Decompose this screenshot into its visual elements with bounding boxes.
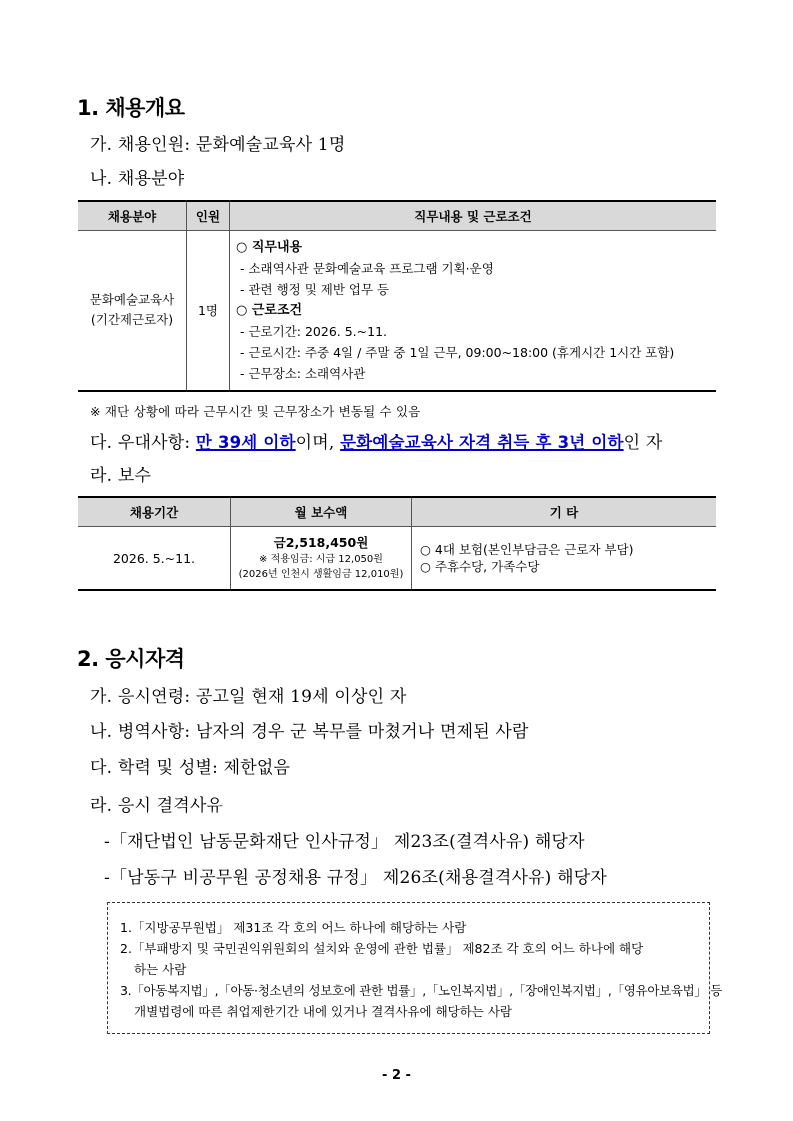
amount-note: ※ 적용임금: 시급 12,050원 [259, 553, 383, 565]
page-number: - 2 - [382, 1068, 411, 1083]
count-cell: 1명 [187, 231, 230, 391]
box-item: 2.「부패방지 및 국민권익위원회의 설치와 운영에 관한 법률」 제82조 각 호의 어느 하나에 해당 [120, 941, 644, 956]
col-header-amount: 월 보수액 [231, 497, 412, 527]
preference-age: 만 39세 이하 [195, 433, 296, 452]
box-item-continued: 개별법령에 따른 취업제한기간 내에 있거나 결격사유에 해당하는 사람 [134, 1004, 512, 1019]
amount-cell [231, 527, 412, 591]
hiring-field-table [78, 200, 716, 392]
etc-item: ○ 주휴수당, 가족수당 [420, 559, 540, 574]
disqualification-box [107, 902, 723, 1034]
hiring-count: 가. 채용인원: 문화예술교육사 1명 [90, 135, 346, 155]
field-name: 문화예술교육사 [89, 292, 175, 308]
preference-line [90, 428, 662, 453]
hiring-field-label: 나. 채용분야 [90, 169, 185, 189]
box-item-continued: 하는 사람 [134, 962, 187, 977]
military-requirement: 나. 병역사항: 남자의 경우 군 복무를 마쳤거나 면제된 사람 [90, 722, 529, 742]
pay-label: 라. 보수 [90, 466, 152, 486]
rule-item: -「남동구 비공무원 공정채용 규정」 제26조(채용결격사유) 해당자 [104, 868, 607, 888]
duty-item: - 관련 행정 및 제반 업무 등 [240, 281, 390, 297]
amount-note: (2026년 인천시 생활임금 12,010원) [238, 568, 404, 580]
etc-item: ○ 4대 보험(본인부담금은 근로자 부담) [420, 542, 634, 557]
section-1-title: 1. 채용개요 [77, 96, 185, 120]
note-text: ※ 재단 상황에 따라 근무시간 및 근무장소가 변동될 수 있음 [90, 404, 421, 419]
col-header-etc: 기 타 [412, 497, 717, 527]
disqualification-label: 라. 응시 결격사유 [90, 796, 224, 816]
preference-prefix: 다. 우대사항: [90, 433, 196, 453]
condition-title: ○ 근로조건 [236, 302, 303, 318]
field-cell [78, 231, 187, 391]
preference-suffix: 인 자 [623, 433, 663, 453]
preference-mid: 이며, [295, 433, 341, 453]
condition-item: - 근무장소: 소래역사관 [240, 365, 366, 381]
preference-cert: 문화예술교육사 자격 취득 후 3년 이하 [340, 433, 624, 452]
box-item: 3.「아동복지법」,「아동·청소년의 성보호에 관한 법률」,「노인복지법」,「장애인복지법」,「영유아보육법」 등 [120, 983, 723, 998]
section-2-title: 2. 응시자격 [77, 647, 185, 671]
box-item: 1.「지방공무원법」 제31조 각 호의 어느 하나에 해당하는 사람 [120, 920, 467, 935]
etc-cell [412, 527, 717, 591]
condition-item: - 근로기간: 2026. 5.~11. [240, 323, 388, 339]
rule-item: -「재단법인 남동문화재단 인사규정」 제23조(결격사유) 해당자 [104, 832, 585, 852]
monthly-amount: 금2,518,450원 [273, 534, 369, 550]
col-header-count: 인원 [187, 201, 230, 231]
field-type: (기간제근로자) [90, 312, 174, 328]
education-requirement: 다. 학력 및 성별: 제한없음 [90, 758, 291, 778]
duty-cell [230, 231, 717, 391]
col-header-field: 채용분야 [78, 201, 187, 231]
duty-title: ○ 직무내용 [236, 239, 303, 255]
pay-table [78, 496, 716, 591]
condition-item: - 근로시간: 주중 4일 / 주말 중 1일 근무, 09:00~18:00 (휴게시간 1시간 포함) [240, 344, 675, 360]
period-cell: 2026. 5.~11. [78, 527, 231, 591]
col-header-duty: 직무내용 및 근로조건 [230, 201, 717, 231]
duty-item: - 소래역사관 문화예술교육 프로그램 기획·운영 [240, 260, 494, 276]
age-requirement: 가. 응시연령: 공고일 현재 19세 이상인 자 [90, 687, 407, 707]
col-header-period: 채용기간 [78, 497, 231, 527]
